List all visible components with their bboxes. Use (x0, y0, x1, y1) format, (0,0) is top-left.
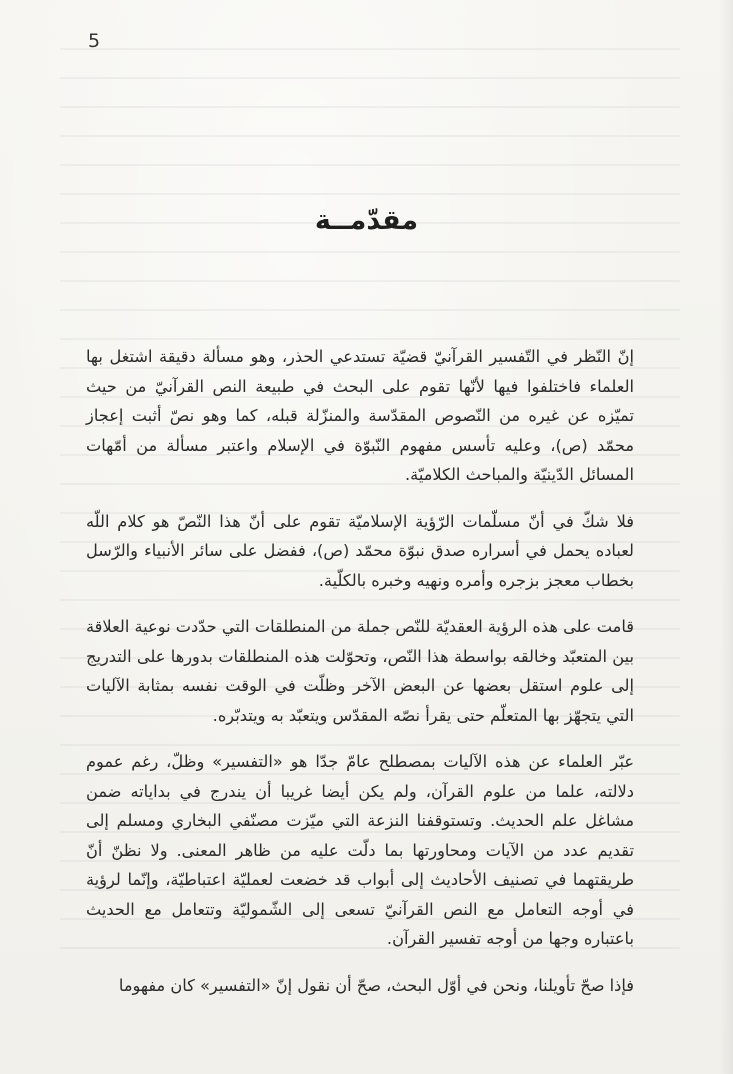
page-number: 5 (88, 30, 101, 52)
page-edge-shadow (719, 0, 733, 1074)
body-text (86, 342, 634, 1017)
paragraph: فإذا صحّ تأويلنا، ونحن في أوّل البحث، صحّ أن نقول إنّ «التفسير» كان مفهوما (118, 975, 634, 995)
paragraph: إنّ النّظر في التّفسير القرآنيّ قضيّة تستدعي الحذر، وهو مسألة دقيقة اشتغل بها العلماء فاختلفوا فيها لأنّها تقوم على البحث في طبيعة النص القرآنيّ من حيث تميّزه عن غيره من النّصوص المقدّسة والمنزّلة قبله، كما وهو نصّ أثبت إعجاز محمّد (ص)، وعليه تأسس مفهوم النّبوّة في الإسلام واعتبر مسألة من أمّهات المسائل الدّينيّة والمباحث الكلاميّة. (86, 347, 634, 484)
paragraph: فلا شكّ في أنّ مسلّمات الرّؤية الإسلاميّة تقوم على أنّ هذا النّصّ هو كلام اللّه لعباده يحمل في أسراره صدق نبوّة محمّد (ص)، ففضل على سائر الأنبياء والرّسل بخطاب معجز بزجره وأمره ونهيه وخبره بالكلّية. (86, 511, 634, 590)
paragraph: عبّر العلماء عن هذه الآليات بمصطلح عامّ جدّا هو «التفسير» وظلّ، رغم عموم دلالته، علما من علوم القرآن، ولم يكن أيضا غريبا أن يندرج في بداياته ضمن مشاغل علم الحديث. وتستوقفنا النزعة التي ميّزت مصنّفي البخاري ومسلم إلى تقديم عدد من الآيات ومحاورتها بما دلّت عليه من ظاهر المعنى. ولا نظنّ أنّ طريقتهما في تصنيف الأحاديث إلى أبواب قد خضعت لعمليّة اعتباطيّة، وإنّما لرؤية في أوجه التعامل مع النص القرآنيّ تسعى إلى الشّموليّة وتتعامل مع الحديث باعتباره وجها من أوجه تفسير القرآن. (86, 752, 634, 948)
paragraph: قامت على هذه الرؤية العقديّة للنّص جملة من المنطلقات التي حدّدت نوعية العلاقة بين المتعبّد وخالقه بواسطة هذا النّص، وتحوّلت هذه المنطلقات بدورها على التدريج إلى علوم استقل بعضها عن البعض الآخر وظلّت في الوقت نفسه بمثابة الآليات التي يتجهّز بها المتعلّم حتى يقرأ نصّه المقدّس ويتعبّد به ويتدبّره. (86, 617, 634, 725)
section-heading: مقدّمــة (314, 205, 419, 236)
